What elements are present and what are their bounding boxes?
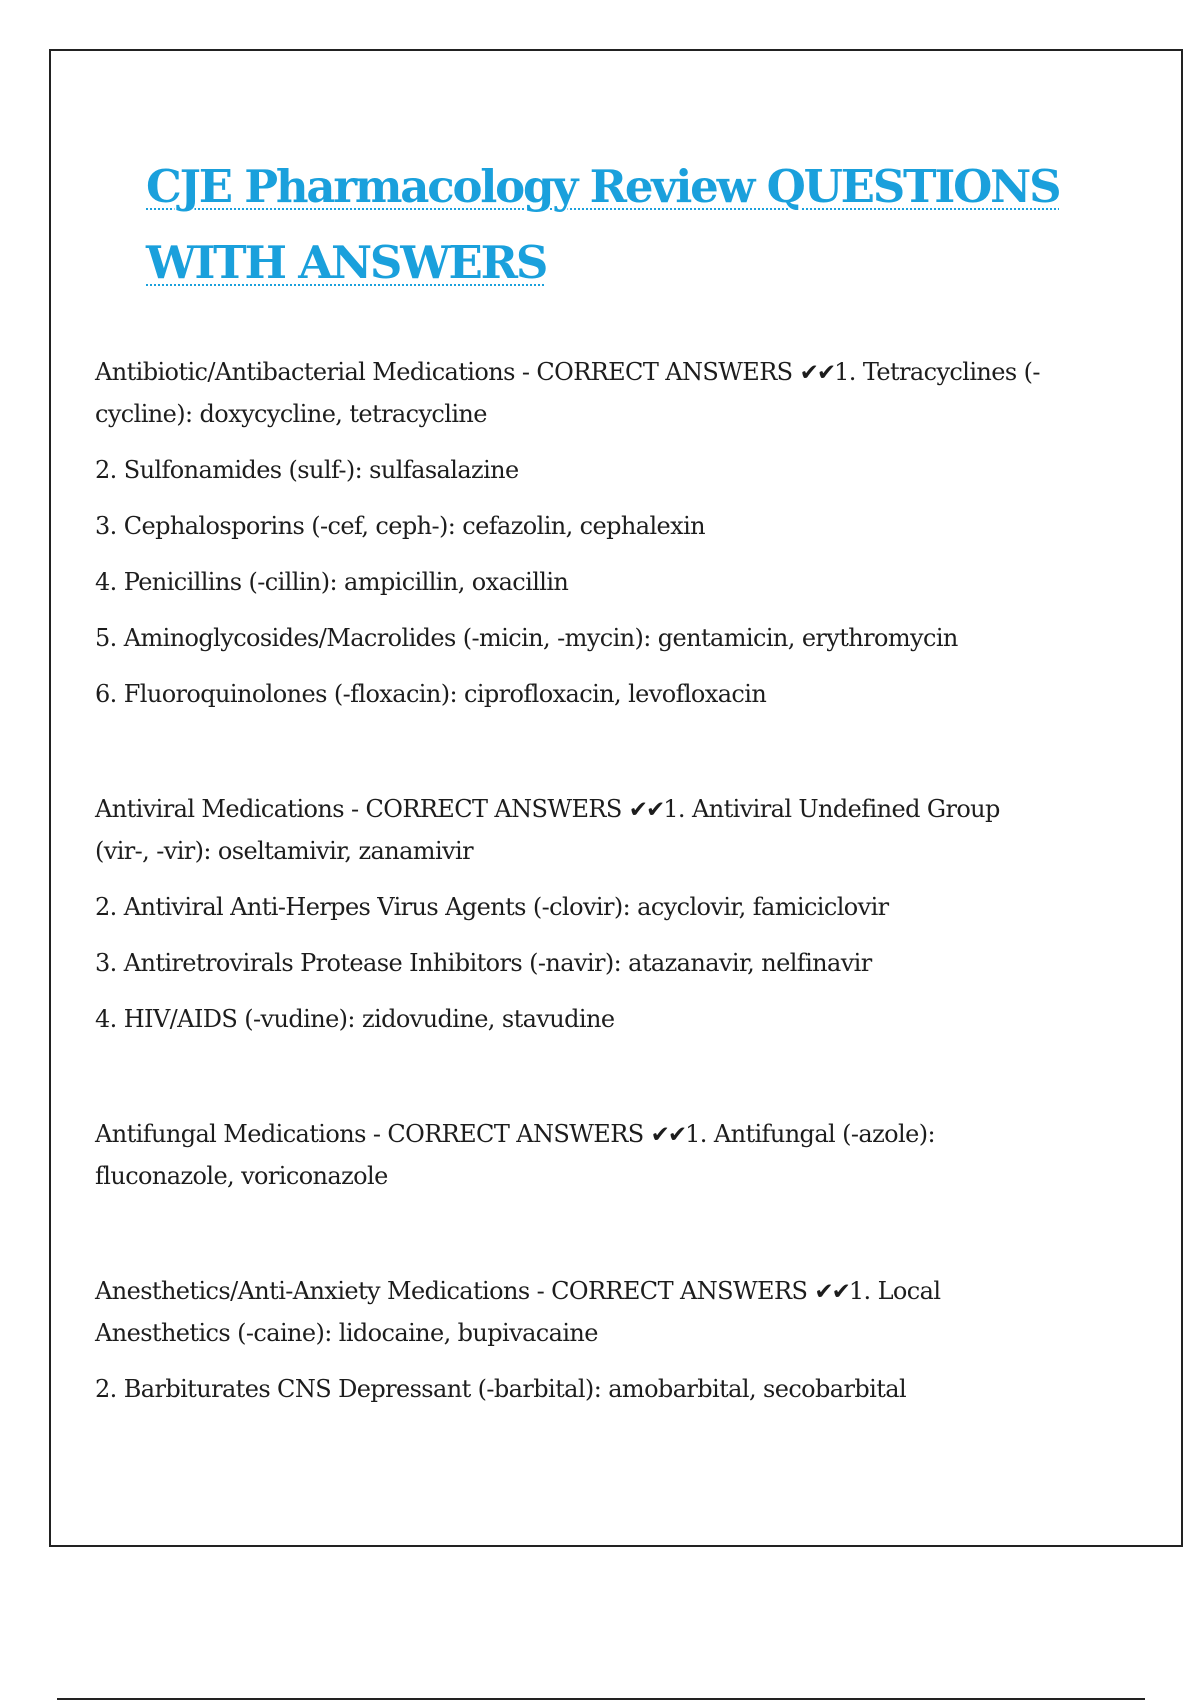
section-intro xyxy=(95,789,1055,872)
section-antibiotic xyxy=(95,352,1055,715)
list-item: 1. Antifungal (-azole): fluconazole, voriconazole xyxy=(95,1120,935,1190)
list-item: 4. Penicillins (-cillin): ampicillin, oxacillin xyxy=(95,568,569,596)
section-intro xyxy=(95,1114,1055,1197)
section-intro xyxy=(95,352,1055,435)
list-item: 1. Local Anesthetics (-caine): lidocaine, bupivacaine xyxy=(95,1277,941,1347)
double-check-icon: ✔✔ xyxy=(650,1122,686,1148)
list-item: 6. Fluoroquinolones (-floxacin): ciprofloxacin, levofloxacin xyxy=(95,680,767,708)
section-antiviral xyxy=(95,789,1055,1040)
list-item: 3. Antiretrovirals Protease Inhibitors (-navir): atazanavir, nelfinavir xyxy=(95,949,872,977)
document-title-text: CJE Pharmacology Review QUESTIONS WITH ANSWERS xyxy=(146,160,1060,289)
list-item: 1. Tetracyclines (-cycline): doxycycline, tetracycline xyxy=(95,358,1040,428)
section-heading: Antibiotic/Antibacterial Medications - CORRECT ANSWERS xyxy=(95,358,793,386)
section-anesthetics xyxy=(95,1271,1055,1410)
section-heading: Antifungal Medications - CORRECT ANSWERS xyxy=(95,1120,644,1148)
section-heading: Antiviral Medications - CORRECT ANSWERS xyxy=(95,795,622,823)
list-item: 3. Cephalosporins (-cef, ceph-): cefazolin, cephalexin xyxy=(95,512,705,540)
double-check-icon: ✔✔ xyxy=(814,1279,849,1305)
list-item: 2. Sulfonamides (sulf-): sulfasalazine xyxy=(95,456,519,484)
list-item: 2. Antiviral Anti-Herpes Virus Agents (-clovir): acyclovir, famiciclovir xyxy=(95,893,889,921)
double-check-icon: ✔✔ xyxy=(628,797,664,823)
list-item: 1. Antiviral Undefined Group (vir-, -vir): oseltamivir, zanamivir xyxy=(95,795,1000,865)
list-item: 4. HIV/AIDS (-vudine): zidovudine, stavudine xyxy=(95,1005,615,1033)
double-check-icon: ✔✔ xyxy=(799,360,835,386)
section-antifungal xyxy=(95,1114,1055,1197)
section-intro xyxy=(95,1271,1055,1354)
document-content xyxy=(95,352,1055,1484)
list-item: 2. Barbiturates CNS Depressant (-barbital): amobarbital, secobarbital xyxy=(95,1375,907,1403)
list-item: 5. Aminoglycosides/Macrolides (-micin, -mycin): gentamicin, erythromycin xyxy=(95,624,958,652)
section-heading: Anesthetics/Anti-Anxiety Medications - CORRECT ANSWERS xyxy=(95,1277,808,1305)
document-title xyxy=(146,149,1086,301)
